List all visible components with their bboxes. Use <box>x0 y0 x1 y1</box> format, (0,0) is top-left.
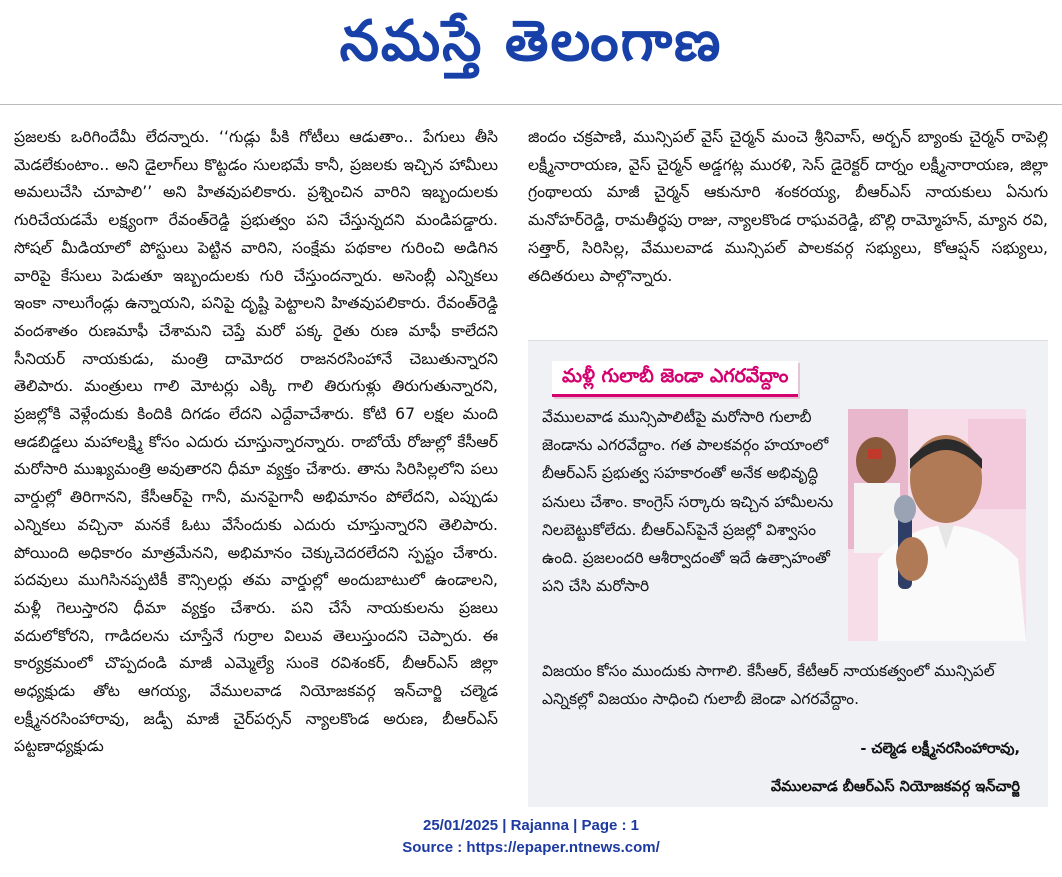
quote-signature-role: వేములవాడ బీఆర్‌ఎస్‌ నియోజకవర్గ ఇన్‌చార్జి <box>770 779 1020 795</box>
footer-source-link[interactable]: Source : https://epaper.ntnews.com/ <box>402 839 660 856</box>
footer-date-edition: 25/01/2025 | Rajanna | Page : 1 <box>422 817 639 834</box>
masthead <box>0 0 1062 104</box>
speaker-with-microphone-photo-icon <box>848 409 1026 641</box>
article-left-column: ప్రజలకు ఒరిగిందేమీ లేదన్నారు. ‘‘గుడ్లు పీకి గోటీలు ఆడుతాం.. పేగులు తీసి మెడలేకుంటాం.. అని డైలాగ్‌లు కొట్టడం సులభమే కానీ, ప్రజలకు ఇచ్చిన హామీలు అమలుచేసి చూపాలి’’ అని హితవుపలికారు. ప్రశ్నించిన వారిని ఇబ్బందులకు గురిచేయడమే లక్ష్యంగా రేవంత్‌రెడ్డి ప్రభుత్వం పని చేస్తున్నదని మండిపడ్డారు. సోషల్‌ మీడియాలో పోస్టులు పెట్టిన వారిని, సంక్షేమ పథకాల గురించి అడిగిన వారిపై కేసులు పెడుతూ ఇబ్బందులకు గురి చేస్తుందన్నారు. అసెంబ్లీ ఎన్నికలు ఇంకా నాలుగేండ్లు ఉన్నాయని, పనిపై దృష్టి పెట్టాలని హితవుపలికారు. రేవంత్‌రెడ్డి వందశాతం రుణమాఫీ చేశామని చెప్తే మరో పక్క రైతు రుణ మాఫీ కాలేదని సీనియర్‌ నాయకుడు, మంత్రి దామోదర రాజనరసింహానే చెబుతున్నారని తెలిపారు. మంత్రులు గాలి మోటర్లు ఎక్కి గాలి తిరుగుళ్లు తిరుగుతున్నారని, ప్రజల్లోకి వెళ్లేందుకు కిందికి దిగడం లేదని ఎద్దేవాచేశారు. కోటి 67 లక్షల మంది ఆడబిడ్డలు మహాలక్ష్మి కోసం ఎదురు చూస్తున్నారన్నారు. రాబోయే రోజుల్లో కేసీఆర్‌ మరోసారి ముఖ్యమంత్రి అవుతారని ధీమా వ్యక్తం చేశారు. తాను సిరిసిల్లలోని పలు వార్డుల్లో తిరిగానని, కేసీఆర్‌పై గానీ, మనపైగానీ అభిమానం పోలేదని, ఎప్పుడు ఎన్నికలు వచ్చినా మనకే ఓటు వేసేందుకు ఎదురు చూస్తున్నారని తెలిపారు. పోయింది అధికారం మాత్రమేనని, అభిమానం చెక్కుచెదరలేదని స్పష్టం చేశారు. పదవులు ముగిసినప్పటికీ కౌన్సిలర్లు తమ వార్డుల్లో అందుబాటులో ఉండాలని, మళ్లీ గెలుస్తారని ధీమా వ్యక్తం చేశారు. పని చేసే నాయకులను ప్రజలు వదులోకోరని, గాడిదలను చూస్తేనే గుర్రాల విలువ తెలుస్తుందని చెప్పారు. ఈ కార్యక్రమంలో చొప్పదండి మాజీ ఎమ్మెల్యే సుంకె రవిశంకర్‌, బీఆర్‌ఎస్‌ జిల్లా అధ్యక్షుడు తోట ఆగయ్య, వేములవాడ నియోజకవర్గ ఇన్‌చార్జి చల్మెడ లక్ష్మీనరసింహారావు, జడ్పీ మాజీ చైర్‌పర్సన్‌ న్యాలకొండ అరుణ, బీఆర్‌ఎస్‌ పట్టణాధ్యక్షుడు <box>14 128 498 756</box>
quote-signature-name: - చల్మెడ లక్ష్మీనరసింహారావు, <box>860 741 1020 757</box>
article-right-column: జిందం చక్రపాణి, మున్సిపల్‌ వైస్‌ చైర్మన్‌ మంచె శ్రీనివాస్‌, అర్బన్‌ బ్యాంకు చైర్మన్‌ రాపెల్లి లక్ష్మీనారాయణ, వైస్‌ చైర్మన్‌ అడ్డగట్ల మురళి, సెస్‌ డైరెక్టర్‌ దార్నం లక్ష్మీనారాయణ, జిల్లా గ్రంథాలయ మాజీ చైర్మన్‌ ఆకునూరి శంకరయ్య, బీఆర్‌ఎస్‌ నాయకులు ఏనుగు మనోహర్‌రెడ్డి, రామతీర్థపు రాజు, న్యాలకొండ రాఘవరెడ్డి, బొల్లి రామ్మోహన్‌, మ్యాన రవి, సత్తార్‌, సిరిసిల్ల, వేములవాడ మున్సిపల్‌ పాలకవర్గ సభ్యులు, కోఆప్షన్‌ సభ్యులు, తదితరులు పాల్గొన్నారు. <box>528 128 1048 285</box>
header-divider <box>0 104 1062 105</box>
newspaper-logo: నమస్తే తెలంగాణ <box>339 8 723 74</box>
quote-text-narrow: వేములవాడ మున్సిపాలిటీపై మరోసారి గులాబీ జెండాను ఎగరవేద్దాం. గత పాలకవర్గం హయాంలో బీఆర్‌ఎస్‌ ప్రభుత్వ సహకారంతో అనేక అభివృద్ధి పనులు చేశాం. కాంగ్రెస్‌ సర్కారు ఇచ్చిన హామీలను నిలబెట్టుకోలేదు. బీఆర్‌ఎస్‌పైనే ప్రజల్లో విశ్వాసం ఉంది. ప్రజలందరి ఆశీర్వాదంతో ఇదే ఉత్సాహంతో పని చేసి మరోసారి <box>542 408 834 596</box>
quote-text-wide: విజయం కోసం ముందుకు సాగాలి. కేసీఆర్‌, కేటీఆర్‌ నాయకత్వంలో మున్సిపల్‌ ఎన్నికల్లో విజయం సాధించి గులాబీ జెండా ఎగరవేద్దాం. <box>542 662 995 709</box>
quote-box-title: మళ్లీ గులాబీ జెండా ఎగరవేద్దాం <box>552 361 798 397</box>
speaker-photo <box>848 409 1026 641</box>
quote-box <box>528 340 1048 807</box>
